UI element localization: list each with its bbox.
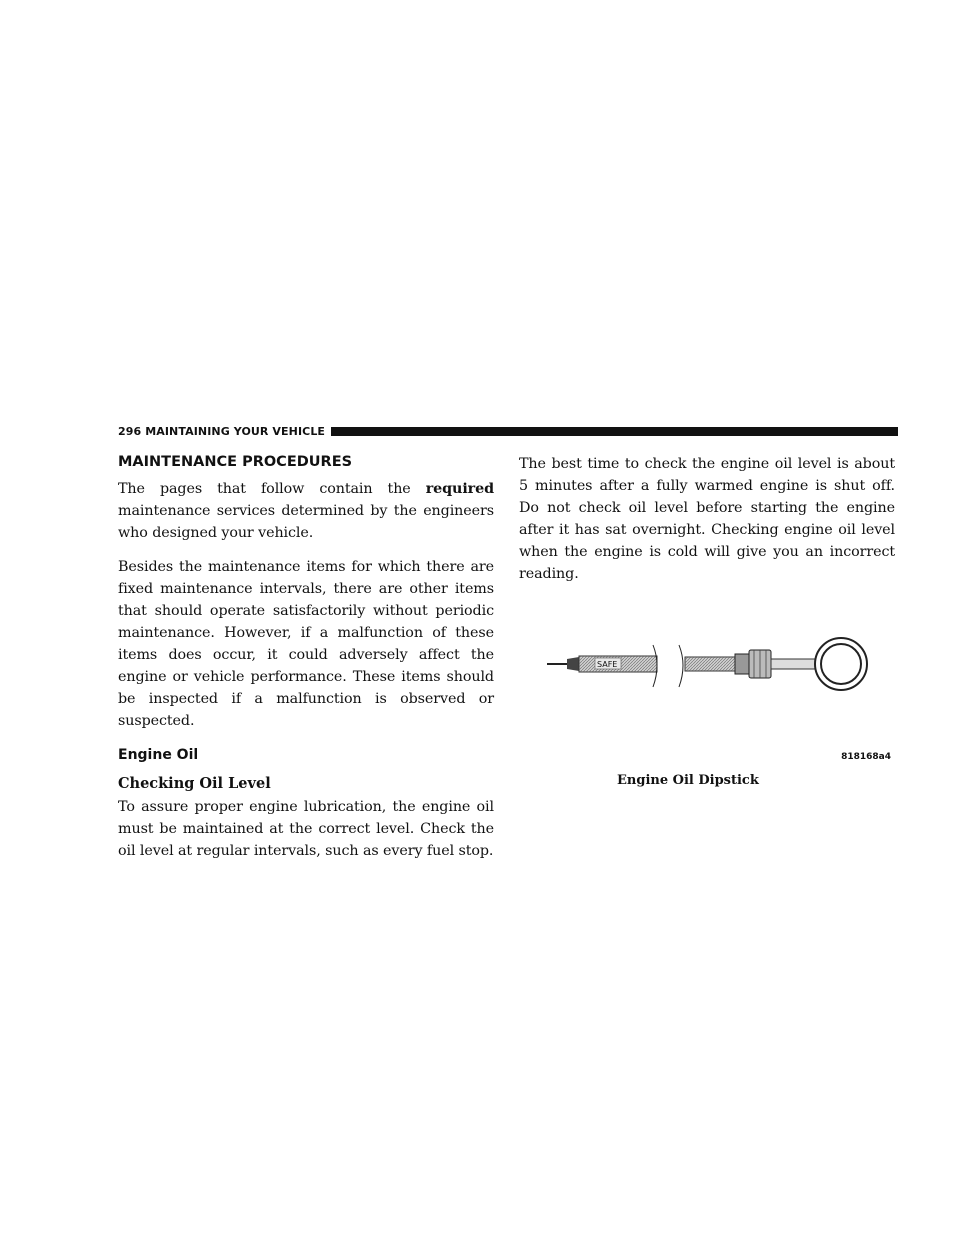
intro-text-after: maintenance services determined by the engineers who designed your vehicle. <box>118 503 494 541</box>
figure-caption: Engine Oil Dipstick <box>617 773 759 788</box>
right-column <box>519 453 895 597</box>
dipstick-illustration-icon <box>519 625 897 755</box>
figure-code: 818168a4 <box>841 752 891 762</box>
page-header <box>118 424 898 438</box>
besides-paragraph: Besides the maintenance items for which there are fixed maintenance intervals, there are other items that should operate satisfactorily without periodic maintenance. However, if a malfunction of these items does occur, it could adversely affect the engine or vehicle performance. These items should be inspected if a malfunction is observed or suspected. <box>118 559 494 729</box>
lubrication-paragraph: To assure proper engine lubrication, the engine oil must be maintained at the correct level. Check the oil level at regular intervals, such as every fuel stop. <box>118 799 494 859</box>
dipstick-figure <box>519 625 897 765</box>
best-time-paragraph: The best time to check the engine oil level is about 5 minutes after a fully warmed engine is shut off. Do not check oil level before starting the engine after it has sat overnight. Checking engine oil level when the engine is cold will give you an incorrect reading. <box>519 456 895 582</box>
section-title: MAINTENANCE PROCEDURES <box>118 454 353 470</box>
intro-paragraph <box>118 478 494 544</box>
required-emphasis: required <box>425 481 494 497</box>
checking-oil-level-heading: Checking Oil Level <box>118 775 271 792</box>
intro-text-before: The pages that follow contain the <box>118 481 426 497</box>
safe-marking: SAFE <box>597 660 618 669</box>
header-rule <box>331 427 898 436</box>
left-column <box>118 453 494 874</box>
page-header-label: 296 MAINTAINING YOUR VEHICLE <box>118 424 326 438</box>
engine-oil-heading: Engine Oil <box>118 747 199 763</box>
